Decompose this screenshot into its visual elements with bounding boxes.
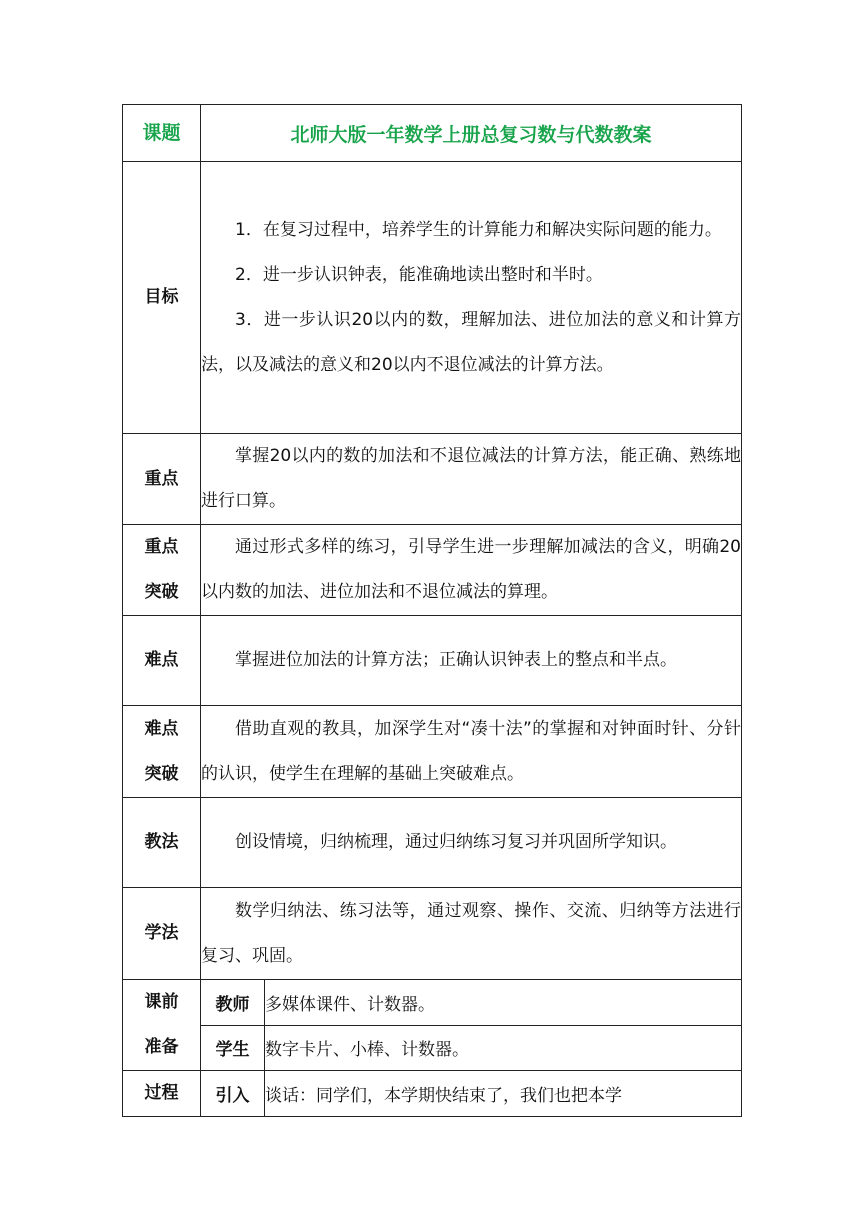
learning-method-label: 学法 — [123, 888, 201, 980]
key-breakthrough-row — [123, 525, 742, 616]
difficulty-breakthrough-label: 难点 突破 — [123, 706, 201, 798]
key-points-text: 掌握20以内的数的加法和不退位减法的计算方法，能正确、熟练地进行口算。 — [201, 446, 741, 511]
topic-label: 课题 — [123, 105, 201, 162]
difficulty-breakthrough-row — [123, 706, 742, 798]
difficulty-row — [123, 616, 742, 706]
teaching-method-text: 创设情境，归纳梳理，通过归纳练习复习并巩固所学知识。 — [235, 832, 677, 852]
difficulty-label: 难点 — [123, 616, 201, 706]
goals-label: 目标 — [123, 162, 201, 434]
intro-label: 引入 — [201, 1071, 265, 1117]
teacher-label: 教师 — [201, 980, 265, 1026]
student-prep-text: 数字卡片、小棒、计数器。 — [265, 1025, 742, 1071]
process-label: 过程 — [123, 1071, 201, 1117]
key-breakthrough-label: 重点 突破 — [123, 525, 201, 616]
goal-item: 3．进一步认识20以内的数，理解加法、进位加法的意义和计算方法，以及减法的意义和20以内不退位减法的计算方法。 — [201, 309, 741, 375]
learning-method-row — [123, 888, 742, 980]
student-label: 学生 — [201, 1025, 265, 1071]
goal-item: 1．在复习过程中，培养学生的计算能力和解决实际问题的能力。 — [235, 219, 722, 240]
key-breakthrough-text: 通过形式多样的练习，引导学生进一步理解加减法的含义，明确20以内数的加法、进位加法和不退位减法的算理。 — [201, 537, 741, 602]
lesson-title: 北师大版一年数学上册总复习数与代数教案 — [201, 105, 742, 162]
difficulty-text: 掌握进位加法的计算方法；正确认识钟表上的整点和半点。 — [235, 650, 677, 670]
title-row — [123, 105, 742, 162]
learning-method-text: 数学归纳法、练习法等，通过观察、操作、交流、归纳等方法进行复习、巩固。 — [201, 900, 741, 966]
teaching-method-label: 教法 — [123, 798, 201, 888]
prep-teacher-row — [123, 980, 742, 1026]
lesson-plan-table — [122, 104, 742, 1117]
intro-text: 谈话：同学们，本学期快结束了，我们也把本学 — [265, 1071, 742, 1117]
prep-student-row — [123, 1025, 742, 1071]
goal-item: 2．进一步认识钟表，能准确地读出整时和半时。 — [235, 264, 603, 285]
key-points-row — [123, 434, 742, 525]
preparation-label: 课前 准备 — [123, 980, 201, 1071]
teacher-prep-text: 多媒体课件、计数器。 — [265, 980, 742, 1026]
teaching-method-row — [123, 798, 742, 888]
difficulty-breakthrough-text: 借助直观的教具，加深学生对“凑十法”的掌握和对钟面时针、分针的认识，使学生在理解的基础上突破难点。 — [201, 718, 741, 784]
goals-content — [201, 162, 742, 434]
process-row — [123, 1071, 742, 1117]
key-points-label: 重点 — [123, 434, 201, 525]
goals-row — [123, 162, 742, 434]
